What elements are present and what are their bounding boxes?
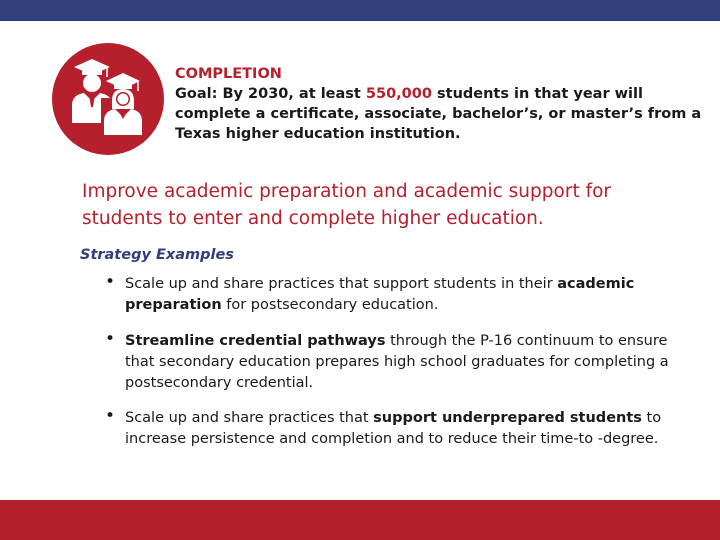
bullet-icon: • xyxy=(105,272,116,292)
goal-number: 550,000 xyxy=(365,86,432,102)
bottom-bar xyxy=(0,500,720,540)
bullet-icon: • xyxy=(105,329,116,349)
bullet-text: Streamline credential pathways through the P-16 continuum to ensure that secondary education prepares high school graduates for completing a postsecondary credential. xyxy=(125,333,669,391)
graduates-icon xyxy=(52,43,164,155)
goal-suffix: students in that year will complete a certificate, associate, bachelor’s, or master’s from a Texas higher education institution. xyxy=(175,86,702,142)
goal-text xyxy=(175,84,705,144)
goal-prefix: Goal: By 2030, at least xyxy=(175,86,366,102)
top-bar xyxy=(0,0,720,21)
goal-heading: COMPLETION xyxy=(175,66,282,82)
bullet-text: Scale up and share practices that support underprepared students to increase persistence and completion and to reduce their time-to -degree. xyxy=(125,410,662,447)
bullet-icon: • xyxy=(105,406,116,426)
objective-text: Improve academic preparation and academic support for students to enter and complete higher education. xyxy=(82,181,612,229)
bullet-text: Scale up and share practices that support students in their academic preparation for postsecondary education. xyxy=(125,276,635,313)
strategy-heading: Strategy Examples xyxy=(80,247,234,263)
goal-block xyxy=(175,64,705,144)
